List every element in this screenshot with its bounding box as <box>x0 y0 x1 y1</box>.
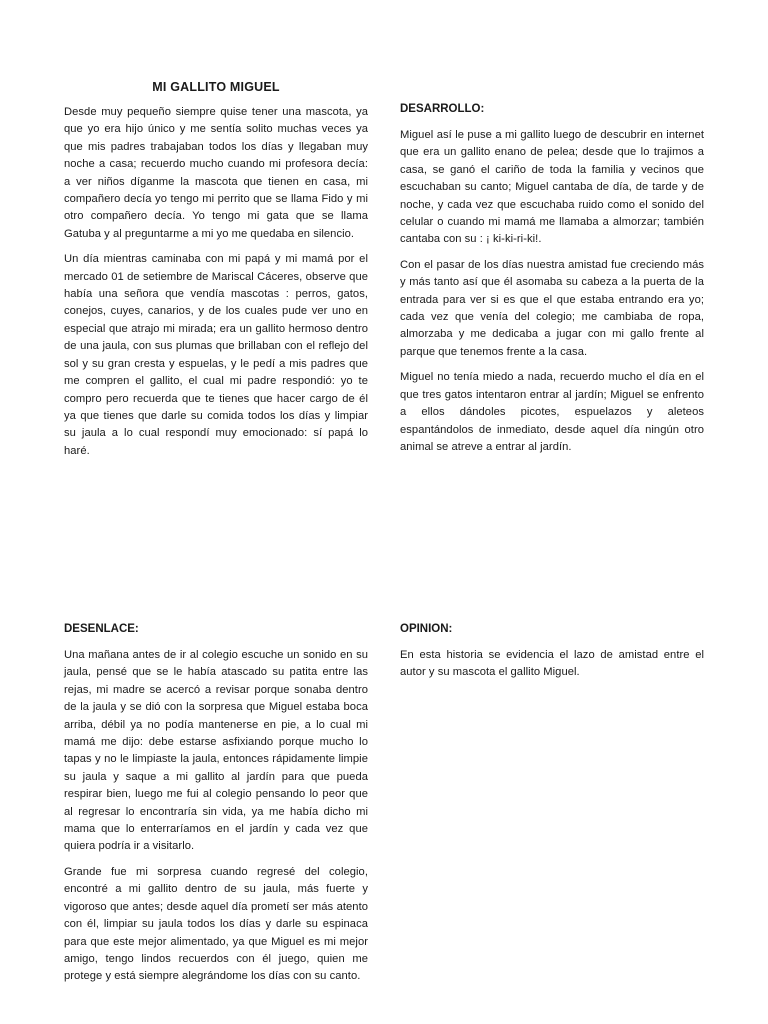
ending-heading: DESENLACE: <box>64 623 139 635</box>
opinion-paragraph-1: En esta historia se evidencia el lazo de amistad entre el autor y su mascota el gallito Miguel. <box>400 649 704 679</box>
ending-section <box>64 623 368 994</box>
opinion-heading: OPINION: <box>400 623 453 635</box>
intro-paragraph-2: Un día mientras caminaba con mi papá y mi mamá por el mercado 01 de setiembre de Mariscal Cáceres, observe que había una señora que vendía mascotas : perros, gatos, conejos, cuyes, canarios, y de los cuales pude ver uno en especial que atrajo mi mirada; era un gallito hermoso dentro de una jaula, con sus plumas que brillaban con el reflejo del sol y su gran cresta y espuelas, y le pedí a mis padres que me compren el gallito, el cual mi padre respondió: yo te compro pero recuerda que te tienes que hacer cargo de él ya que tienes que darle su comida todos los días y limpiar su jaula a lo cual respondí muy emocionado: sí papá lo haré. <box>64 253 368 457</box>
ending-paragraph-2: Grande fue mi sorpresa cuando regresé del colegio, encontré a mi gallito dentro de su jaula, más fuerte y vigoroso que antes; desde aquel día prometí ser más atento con él, limpiar su jaula todos los días y darle su espinaca para que este mejor alimentado, ya que Miguel es mi mejor amigo, tengo lindos recuerdos con él juego, quien me protege y está siempre alegrándome los días con su canto. <box>64 865 368 983</box>
ending-paragraph-1: Una mañana antes de ir al colegio escuche un sonido en su jaula, pensé que se le había atascado su patita entre las rejas, mi madre se acercó a revisar porque sonaba dentro de la jaula y se dió con la sorpresa que Miguel estaba boca arriba, débil ya no podía mantenerse en pie, a lo cual mi mamá me dijo: debe estarse asfixiando porque mucho lo tapas y no le limpiaste la jaula, entonces rápidamente limpie su jaula y saque a mi gallito al jardín para que pueda respirar bien, luego me fui al colegio pensando lo peor que al regresar lo encontraría sin vida, ya me había dicho mi mama que lo enterraríamos en el jardín y cada vez que quiera podría ir a visitarlo. <box>64 649 368 853</box>
introduction-section <box>64 80 368 468</box>
development-paragraph-2: Con el pasar de los días nuestra amistad fue creciendo más y más tanto así que él asomaba su cabeza a la puerta de la entrada para ver si es que el que estaba entrando era yo; cada vez que venía del colegio; me cambiaba de ropa, almorzaba y me dedicaba a jugar con mi gallo frente al parque que tenemos frente a la casa. <box>400 258 704 358</box>
development-section <box>400 103 704 464</box>
intro-paragraph-1: Desde muy pequeño siempre quise tener una mascota, ya que yo era hijo único y me sentía solito muchas veces ya que mis padres trabajaban todos los días y llegaban muy noche a casa; recuerdo mucho cuando mi profesora decía: a ver niños díganme la mascota que tienen en casa, mi compañero decía yo tengo mi perrito que se llama Fido y mi otro compañero decía. Yo tengo mi gata que se llama Gatuba y al preguntarme a mi yo me quedaba en silencio. <box>64 106 368 240</box>
development-paragraph-3: Miguel no tenía miedo a nada, recuerdo mucho el día en el que tres gatos intentaron entrar al jardín; Miguel se enfrento a ellos dándoles picotes, espuelazos y aleteos espantándolos de inmediato, desde aquel día ningún otro animal se atreve a entrar al jardín. <box>400 371 704 453</box>
development-heading: DESARROLLO: <box>400 103 485 115</box>
development-paragraph-1: Miguel así le puse a mi gallito luego de descubrir en internet que era un gallito enano de pelea; desde que lo trajimos a casa, se ganó el cariño de toda la familia y vecinos que escuchaban su canto; Miguel cantaba de día, de tarde y de noche, y cada vez que escuchaba ruido como el sonido del celular o cuando mi mamá me llamaba a almorzar; también cantaba con su : ¡ ki-ki-ri-ki!. <box>400 129 704 246</box>
document-title: MI GALLITO MIGUEL <box>152 80 280 94</box>
opinion-section <box>400 623 704 690</box>
